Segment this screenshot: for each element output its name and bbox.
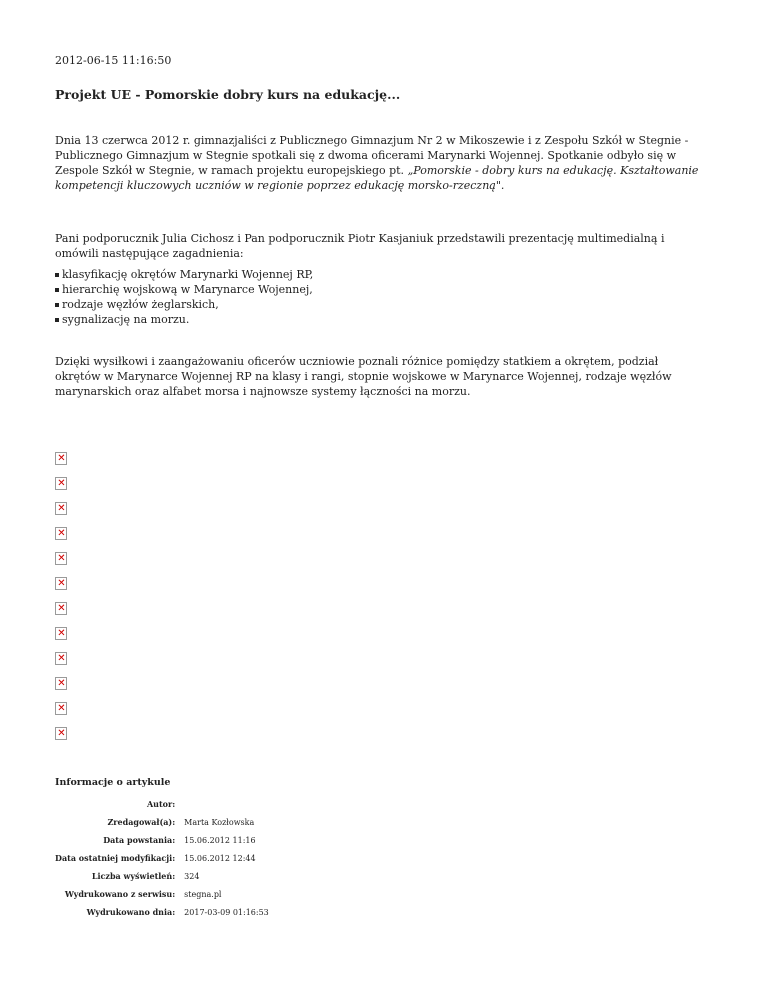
info-value: 324 bbox=[184, 871, 200, 881]
table-row bbox=[55, 903, 269, 921]
article-paragraph-2: Pani podporucznik Julia Cichosz i Pan podporucznik Piotr Kasjaniuk przedstawili prezentację multimedialną i omówili następujące zagadnienia: bbox=[55, 232, 665, 260]
broken-image-icon bbox=[55, 527, 67, 540]
list-item: sygnalizację na morzu. bbox=[55, 312, 313, 327]
article-timestamp: 2012-06-15 11:16:50 bbox=[55, 54, 172, 67]
broken-image-icon bbox=[55, 677, 67, 690]
table-row bbox=[55, 867, 269, 885]
info-label: Data ostatniej modyfikacji: bbox=[55, 853, 176, 863]
close-icon: ✕ bbox=[57, 478, 66, 489]
paragraph-1-text: Dnia 13 czerwca 2012 r. gimnazjaliści z Publicznego Gimnazjum Nr 2 w Mikoszewie i z Zespołu Szkół w Stegnie - Publicznego Gimnazjum w Stegnie spotkali się z dwoma oficerami Marynarki Wojennej. Spotkanie odbyło się w Zespole Szkół w Stegnie, w ramach projektu europejskiego pt. bbox=[55, 134, 689, 177]
info-label: Liczba wyświetleń: bbox=[91, 871, 176, 881]
close-icon: ✕ bbox=[57, 603, 66, 614]
broken-image-icon bbox=[55, 727, 67, 740]
broken-image-icon bbox=[55, 627, 67, 640]
close-icon: ✕ bbox=[57, 553, 66, 564]
close-icon: ✕ bbox=[57, 678, 66, 689]
article-info-table bbox=[55, 795, 269, 921]
broken-image-icon bbox=[55, 477, 67, 490]
topics-list bbox=[55, 267, 313, 327]
info-label: Wydrukowano z serwisu: bbox=[64, 889, 176, 899]
info-label: Wydrukowano dnia: bbox=[86, 907, 176, 917]
list-item: rodzaje węzłów żeglarskich, bbox=[55, 297, 313, 312]
info-value bbox=[184, 795, 269, 813]
info-value: 2017-03-09 01:16:53 bbox=[184, 907, 269, 917]
article-info-heading: Informacje o artykule bbox=[55, 777, 171, 788]
info-label: Data powstania: bbox=[103, 835, 176, 845]
table-row bbox=[55, 849, 269, 867]
broken-image-icon bbox=[55, 577, 67, 590]
broken-image-icon bbox=[55, 702, 67, 715]
info-value: stegna.pl bbox=[184, 889, 222, 899]
info-label: Zredagował(a): bbox=[107, 817, 176, 827]
info-value: 15.06.2012 11:16 bbox=[184, 835, 256, 845]
article-paragraph-1 bbox=[55, 133, 705, 193]
close-icon: ✕ bbox=[57, 453, 66, 464]
info-label: Autor: bbox=[146, 799, 176, 809]
close-icon: ✕ bbox=[57, 703, 66, 714]
table-row bbox=[55, 795, 269, 813]
close-icon: ✕ bbox=[57, 728, 66, 739]
table-row bbox=[55, 885, 269, 903]
list-item: hierarchię wojskową w Marynarce Wojennej, bbox=[55, 282, 313, 297]
info-value: Marta Kozłowska bbox=[184, 817, 255, 827]
broken-image-icon bbox=[55, 652, 67, 665]
image-gallery bbox=[55, 452, 67, 752]
close-icon: ✕ bbox=[57, 653, 66, 664]
list-item: klasyfikację okrętów Marynarki Wojennej RP, bbox=[55, 267, 313, 282]
close-icon: ✕ bbox=[57, 528, 66, 539]
close-icon: ✕ bbox=[57, 503, 66, 514]
project-name: „Pomorskie - dobry kurs na edukację. Kształtowanie kompetencji kluczowych uczniów w regionie poprzez edukację morsko-rzeczną". bbox=[55, 164, 699, 192]
info-value: 15.06.2012 12:44 bbox=[184, 853, 256, 863]
table-row bbox=[55, 831, 269, 849]
article-paragraph-3: Dzięki wysiłkowi i zaangażowaniu oficerów uczniowie poznali różnice pomiędzy statkiem a okrętem, podział okrętów w Marynarce Wojennej RP na klasy i rangi, stopnie wojskowe w Marynarce Wojennej, rodzaje węzłów marynarskich oraz alfabet morsa i najnowsze systemy łączności na morzu. bbox=[55, 355, 672, 398]
broken-image-icon bbox=[55, 602, 67, 615]
broken-image-icon bbox=[55, 502, 67, 515]
table-row bbox=[55, 813, 269, 831]
close-icon: ✕ bbox=[57, 628, 66, 639]
article-title: Projekt UE - Pomorskie dobry kurs na edukację... bbox=[55, 87, 401, 102]
broken-image-icon bbox=[55, 452, 67, 465]
broken-image-icon bbox=[55, 552, 67, 565]
close-icon: ✕ bbox=[57, 578, 66, 589]
